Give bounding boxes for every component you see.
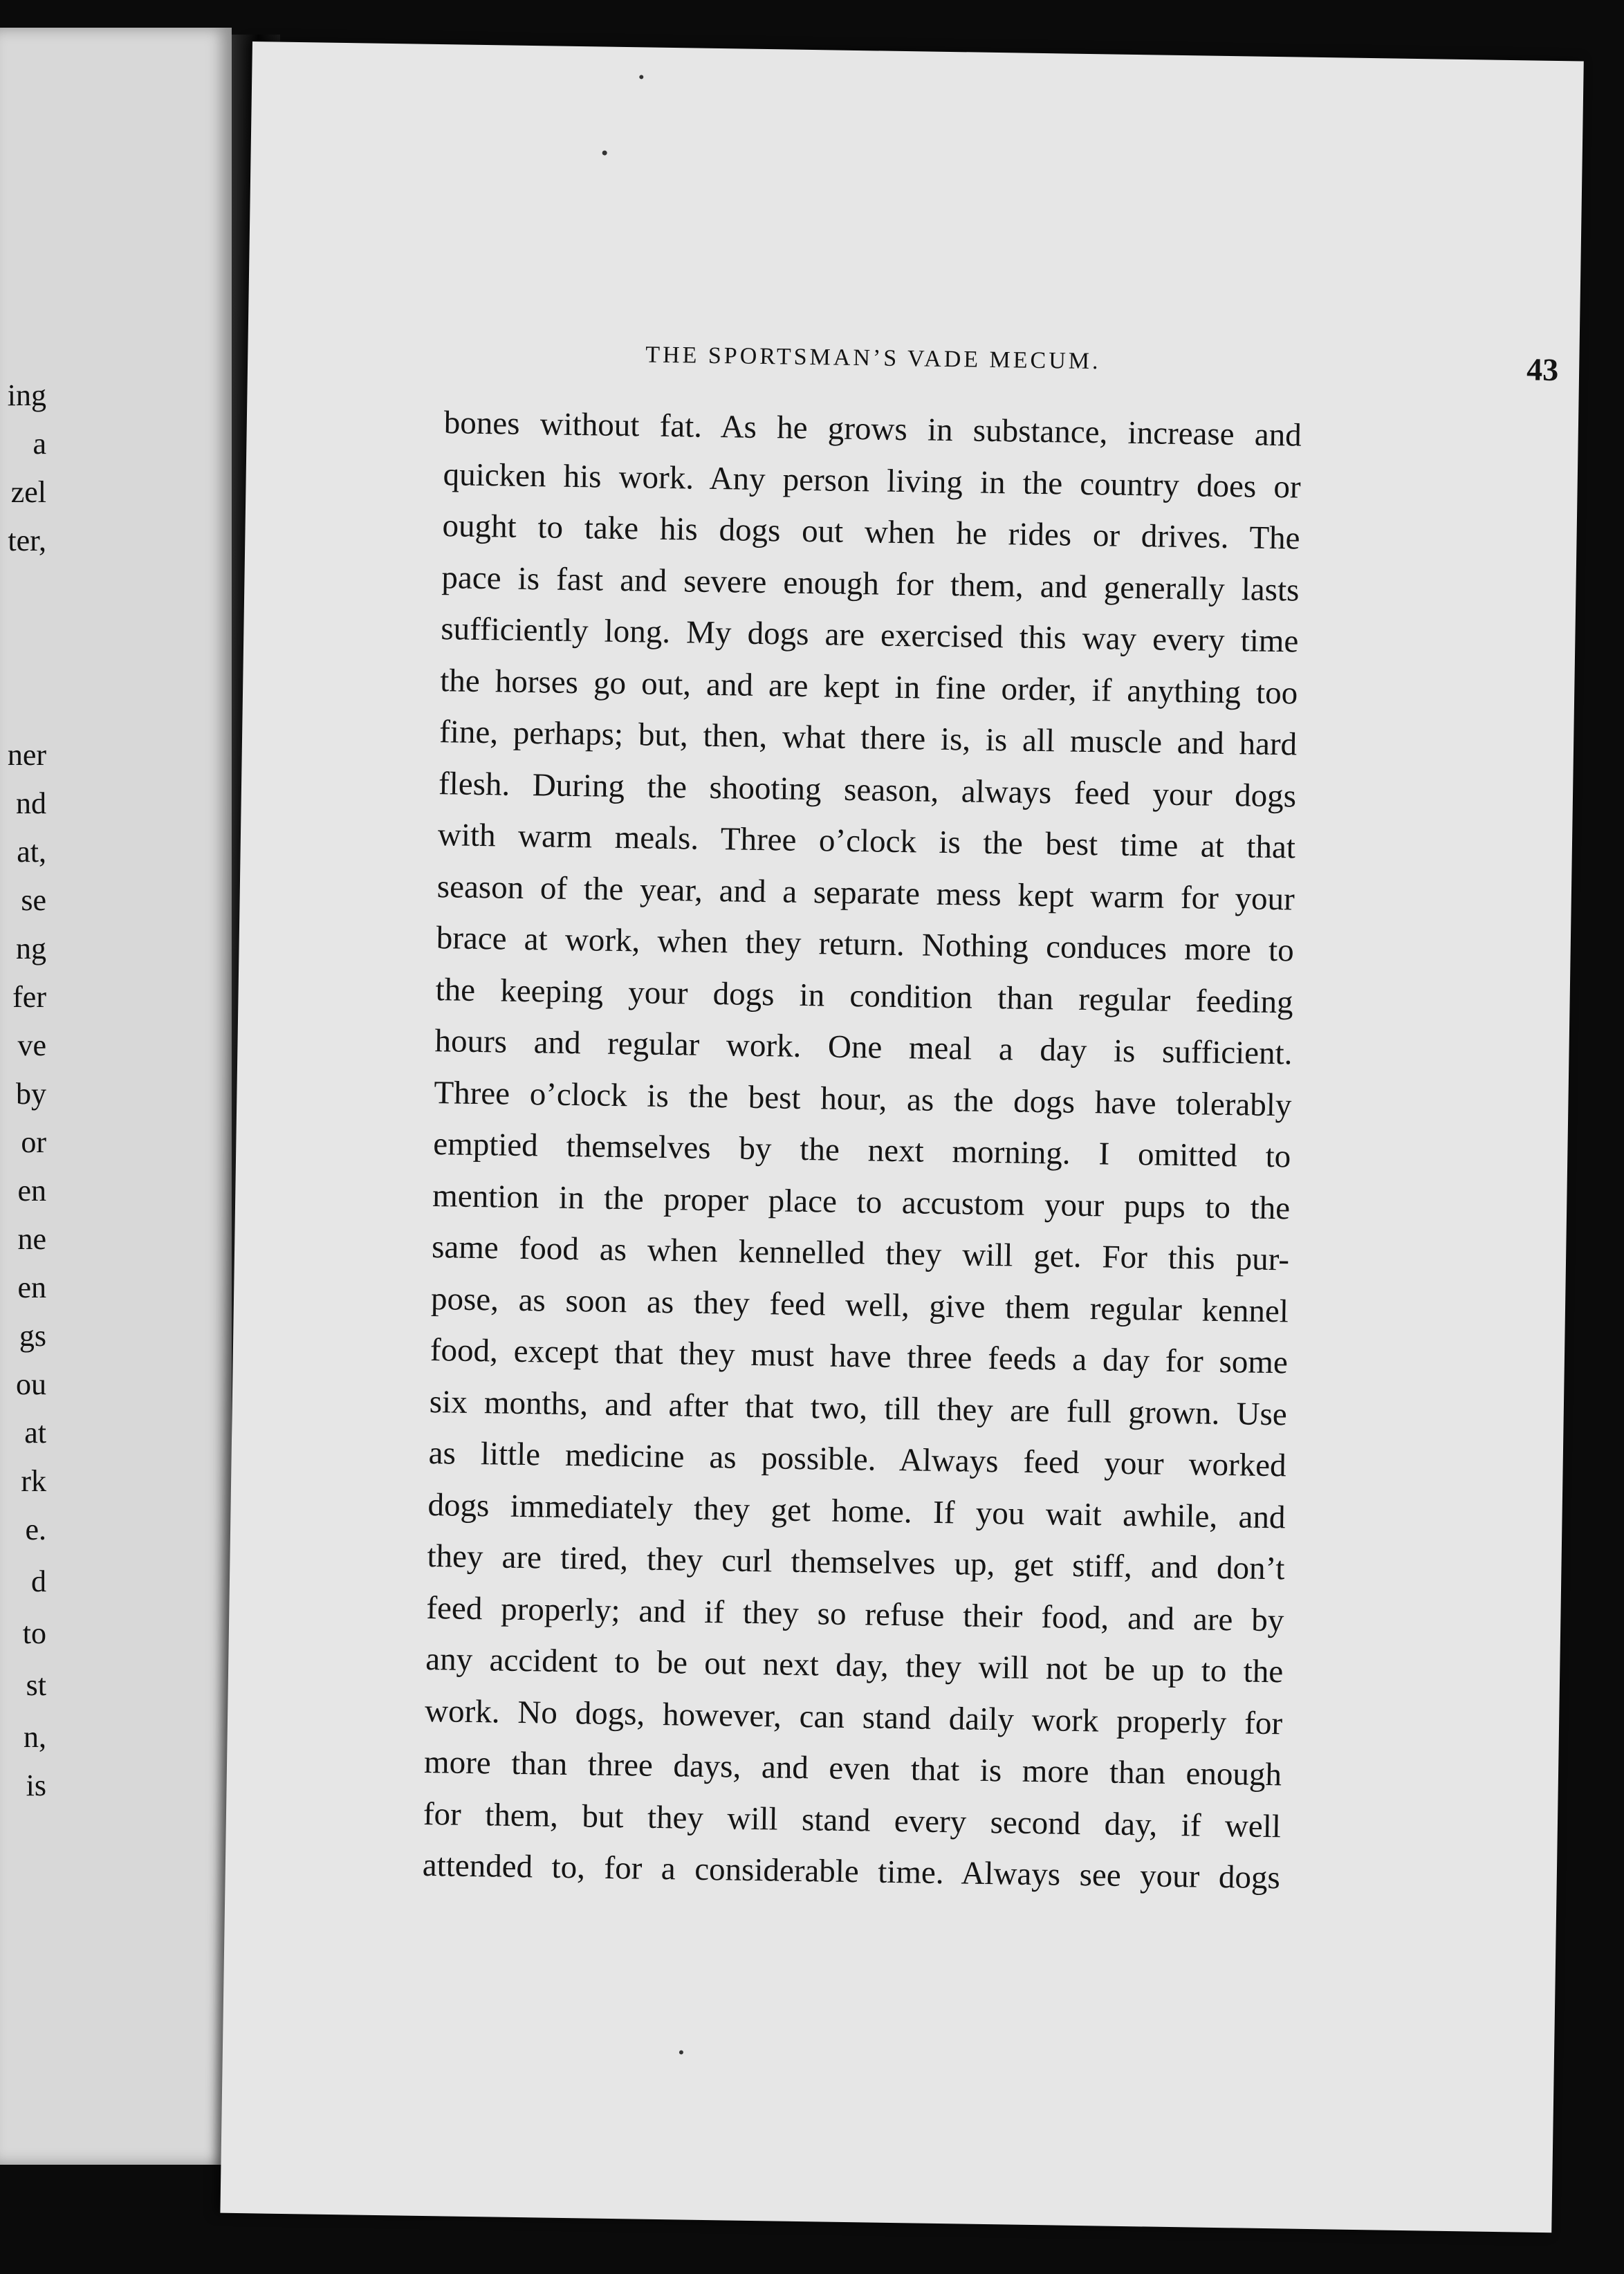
left-page-fragment: se <box>21 883 46 917</box>
text-line: six months, and after that two, till they are full grown. Use <box>429 1383 1288 1432</box>
text-line: emptied themselves by the next morning. I omitted to <box>432 1126 1291 1175</box>
text-line: flesh. During the shooting season, always feed your dogs <box>438 765 1297 815</box>
page-number: 43 <box>1526 351 1559 388</box>
text-line: Three o’clock is the best hour, as the dogs have tolerably <box>434 1074 1292 1123</box>
left-page-fragment: n, <box>24 1720 46 1754</box>
text-line: ought to take his dogs out when he rides or drives. The <box>442 508 1300 557</box>
text-line: mention in the proper place to accustom your pups to the <box>432 1177 1291 1226</box>
text-line: the keeping your dogs in condition than regular feeding <box>435 971 1293 1020</box>
left-page-fragment: e. <box>25 1513 46 1546</box>
text-line: for them, but they will stand every second day, if well <box>423 1795 1282 1845</box>
text-line: more than three days, and even that is more than enough <box>423 1744 1282 1793</box>
left-page-fragment: zel <box>10 475 46 509</box>
text-line: hours and regular work. One meal a day is sufficient. <box>434 1023 1293 1072</box>
text-line: the horses go out, and are kept in fine order, if anything too <box>439 662 1298 712</box>
left-page-edge <box>0 28 232 2165</box>
left-page-fragment: a <box>33 427 46 461</box>
left-page-fragment: en <box>17 1270 46 1304</box>
left-page-fragment: gs <box>19 1319 46 1353</box>
left-page-fragment: ne <box>17 1222 46 1256</box>
text-line: work. No dogs, however, can stand daily work properly for <box>424 1692 1283 1741</box>
paper-speck <box>639 75 643 79</box>
left-page-fragment: ter, <box>8 524 46 557</box>
text-line: food, except that they must have three feeds a day for some <box>430 1332 1289 1381</box>
text-line: any accident to be out next day, they will not be up to the <box>425 1640 1284 1690</box>
left-page-fragment: ng <box>16 932 46 965</box>
left-page-fragment: rk <box>21 1464 46 1498</box>
left-page-fragment: or <box>21 1125 46 1159</box>
left-page-fragment: fer <box>12 980 46 1014</box>
text-line: sufficiently long. My dogs are exercised this way every time <box>441 611 1299 660</box>
running-head <box>645 338 1559 393</box>
text-line: fine, perhaps; but, then, what there is, is all muscle and hard <box>439 714 1298 763</box>
text-line: brace at work, when they return. Nothing conduces more to <box>436 920 1295 969</box>
left-page-fragment: en <box>17 1174 46 1208</box>
left-page-fragment: by <box>16 1077 46 1111</box>
text-line: bones without fat. As he grows in substance, increase and <box>443 405 1302 454</box>
left-page-fragment: is <box>26 1768 46 1802</box>
left-page-fragment: ner <box>7 738 46 772</box>
text-line: they are tired, they curl themselves up, get stiff, and don’t <box>427 1537 1285 1587</box>
running-title: THE SPORTSMAN’S VADE MECUM. <box>645 342 1101 375</box>
left-page-fragment: nd <box>16 786 46 820</box>
paper-speck <box>602 151 607 156</box>
left-page-fragment: at <box>24 1416 46 1450</box>
text-line: feed properly; and if they so refuse their food, and are by <box>426 1589 1284 1638</box>
text-line: quicken his work. Any person living in the country does or <box>443 456 1301 506</box>
left-page-fragment: ou <box>16 1367 46 1401</box>
paper-speck <box>679 2050 683 2054</box>
left-page-fragment: to <box>22 1616 46 1650</box>
text-line: pose, as soon as they feed well, give them regular kennel <box>430 1280 1289 1329</box>
text-line: with warm meals. Three o’clock is the best time at that <box>437 817 1296 866</box>
text-line: dogs immediately they get home. If you wait awhile, and <box>427 1486 1286 1535</box>
left-page-fragment: ing <box>7 378 46 412</box>
text-line: season of the year, and a separate mess kept warm for your <box>436 868 1295 917</box>
left-page-fragment: ve <box>17 1028 46 1062</box>
text-line: same food as when kennelled they will get. For this pur- <box>431 1229 1290 1278</box>
book-page <box>220 41 1583 2233</box>
text-line: pace is fast and severe enough for them, and generally lasts <box>441 559 1300 609</box>
left-page-fragment: d <box>31 1564 46 1598</box>
left-page-fragment: st <box>26 1668 46 1702</box>
text-line: as little medicine as possible. Always feed your worked <box>428 1435 1286 1484</box>
body-text <box>422 397 1302 1904</box>
text-line: attended to, for a considerable time. Always see your dogs <box>422 1847 1281 1896</box>
left-page-fragment: at, <box>17 835 46 869</box>
